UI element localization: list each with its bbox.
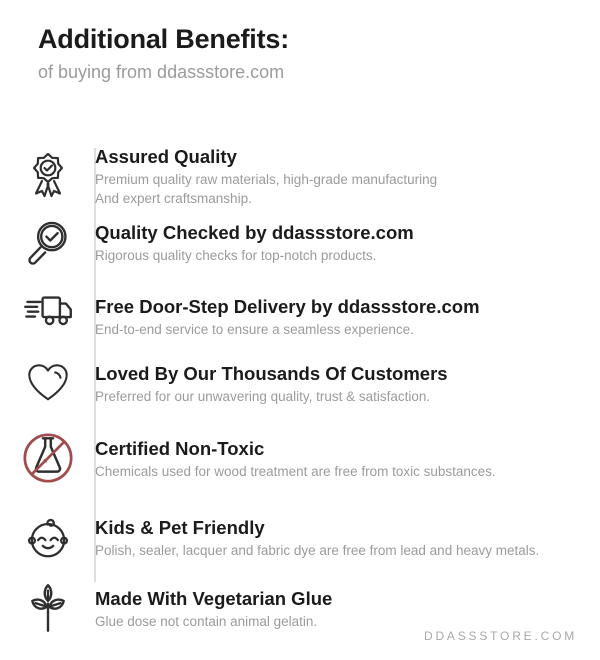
benefit-title: Kids & Pet Friendly <box>95 516 265 538</box>
benefit-item-quality-checked <box>0 216 600 268</box>
benefit-item-kids-pet-friendly <box>0 512 600 562</box>
benefit-title: Free Door-Step Delivery by ddassstore.com <box>95 295 480 317</box>
benefit-description: Premium quality raw materials, high-grade manufacturing <box>95 172 438 187</box>
benefit-item-vegetarian-glue <box>0 582 600 634</box>
benefit-item-delivery <box>0 292 600 340</box>
benefit-description: Glue dose not contain animal gelatin. <box>95 613 318 629</box>
benefit-item-non-toxic <box>0 431 600 485</box>
benefit-description: Chemicals used for wood treatment are free from toxic substances. <box>95 463 496 479</box>
benefit-title: Made With Vegetarian Glue <box>95 587 333 609</box>
benefit-description: Polish, sealer, lacquer and fabric dye are free from lead and heavy metals. <box>95 542 540 558</box>
heart-icon <box>0 360 95 406</box>
benefit-item-loved-by-customers <box>0 360 600 406</box>
plant-leaves-icon <box>0 582 95 634</box>
delivery-truck-icon <box>0 292 95 340</box>
page-subtitle: of buying from ddassstore.com <box>38 62 285 82</box>
no-toxic-flask-icon <box>0 431 95 485</box>
magnifier-check-icon <box>0 216 95 268</box>
benefit-title: Quality Checked by ddassstore.com <box>95 221 414 243</box>
benefit-title: Loved By Our Thousands Of Customers <box>95 362 448 384</box>
benefit-description-line2: And expert craftsmanship. <box>95 191 252 206</box>
benefit-item-assured-quality <box>0 144 600 208</box>
baby-face-icon <box>0 512 95 562</box>
benefit-description: Preferred for our unwavering quality, trust & satisfaction. <box>95 388 431 404</box>
benefit-title: Assured Quality <box>95 146 237 167</box>
page-title: Additional Benefits: <box>38 24 289 54</box>
benefit-description: End-to-end service to ensure a seamless experience. <box>95 321 414 337</box>
brand-footer: DDASSSTORE.COM <box>424 629 577 643</box>
benefit-title: Certified Non-Toxic <box>95 437 265 459</box>
award-badge-check-icon <box>0 152 95 200</box>
benefit-list <box>0 144 600 634</box>
benefit-description: Rigorous quality checks for top-notch products. <box>95 247 377 263</box>
